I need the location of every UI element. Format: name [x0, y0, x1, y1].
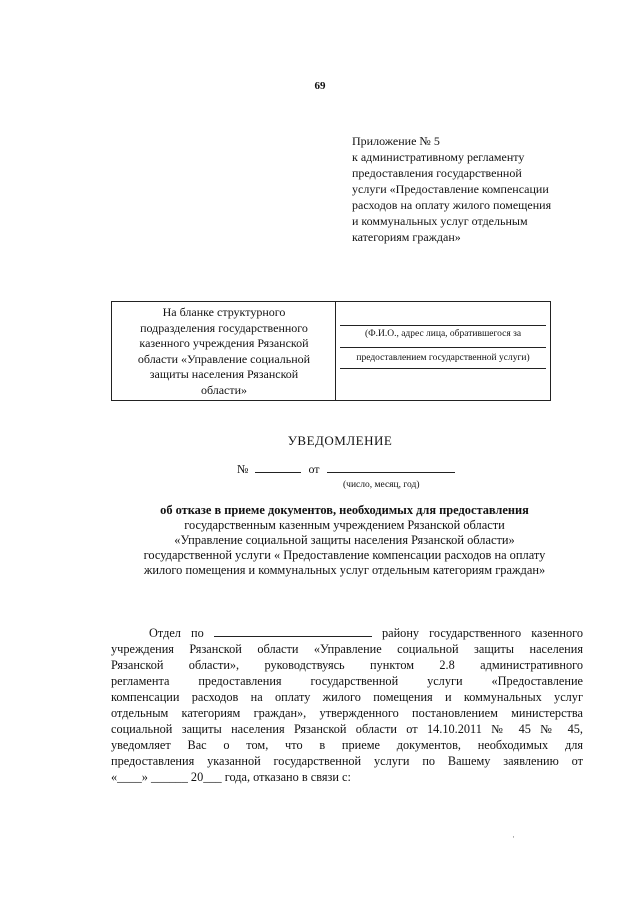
appendix-line: к административному регламенту: [352, 150, 525, 164]
subject-line: об отказе в приеме документов, необходимых для предоставления: [160, 503, 529, 517]
notice-body: [111, 625, 583, 785]
body-line: отдельным категориям граждан», утвержденного постановлением министерства: [111, 706, 583, 720]
department-label: Отдел по: [149, 626, 204, 640]
letterhead-line: области»: [200, 382, 248, 397]
subject-line: жилого помещения и коммунальных услуг отдельным категориям граждан»: [143, 563, 546, 577]
letterhead-line: казенного учреждения Рязанской: [139, 336, 309, 351]
page-number: 69: [314, 80, 326, 92]
body-line: социальной защиты населения Рязанской области от 14.10.2011 № 45 № 45,: [111, 722, 583, 736]
appendix-line: расходов на оплату жилого помещения: [352, 198, 552, 212]
letterhead-table: [111, 301, 551, 401]
letterhead-line: подразделения государственного: [140, 320, 308, 335]
subject-line: государственной услуги « Предоставление компенсации расходов на оплату: [143, 548, 546, 562]
body-line: Рязанской области», руководствуясь пунктом 2.8 административного: [111, 658, 583, 672]
body-line: предоставления указанной государственной услуги по Вашему заявлению от: [111, 754, 583, 768]
notice-subject: [112, 503, 577, 578]
letterhead-line: На бланке структурного: [162, 305, 286, 319]
from-label: от: [308, 462, 320, 476]
body-last-line: «____» ______ 20___ года, отказано в связи с:: [111, 770, 351, 784]
body-line: уведомляет Вас о том, что в приеме документов, необходимых для: [111, 738, 583, 752]
appendix-line: категориям граждан»: [352, 230, 461, 244]
date-caption: (число, месяц, год): [343, 480, 420, 490]
notice-title: УВЕДОМЛЕНИЕ: [287, 433, 393, 448]
department-suffix: району государственного казенного: [382, 626, 583, 640]
district-field[interactable]: [214, 625, 372, 637]
appendix-line: Приложение № 5: [352, 134, 440, 148]
addressee-extra-line[interactable]: [340, 368, 546, 369]
addressee-caption-1: (Ф.И.О., адрес лица, обратившегося за: [364, 329, 522, 339]
appendix-block: [352, 133, 612, 245]
body-line: компенсации расходов на оплату жилого помещения и коммунальных услуг: [111, 690, 583, 704]
number-sign: №: [237, 462, 249, 476]
notice-date-field[interactable]: [327, 461, 455, 473]
letterhead-line: защиты населения Рязанской: [149, 367, 299, 382]
addressee-cell: [336, 302, 550, 400]
body-first-line: [111, 625, 583, 641]
appendix-line: предоставления государственной: [352, 166, 522, 180]
addressee-name-line[interactable]: [340, 325, 546, 326]
scan-speck: ·: [512, 832, 515, 842]
appendix-line: услуги «Предоставление компенсации: [352, 182, 549, 196]
body-line: регламента предоставления государственной услуги «Предоставление: [111, 674, 583, 688]
subject-line: государственным казенным учреждением Рязанской области: [184, 518, 505, 532]
appendix-line: и коммунальных услуг отдельным: [352, 214, 528, 228]
addressee-address-line[interactable]: [340, 347, 546, 348]
subject-line: «Управление социальной защиты населения Рязанской области»: [174, 533, 515, 547]
letterhead-cell: [118, 305, 330, 399]
notice-number-field[interactable]: [255, 461, 301, 473]
addressee-caption-2: предоставлением государственной услуги): [356, 353, 530, 363]
notice-number-line: [237, 461, 455, 477]
letterhead-line: области «Управление социальной: [137, 351, 311, 366]
body-line: учреждения Рязанской области «Управление социальной защиты населения: [111, 642, 583, 656]
